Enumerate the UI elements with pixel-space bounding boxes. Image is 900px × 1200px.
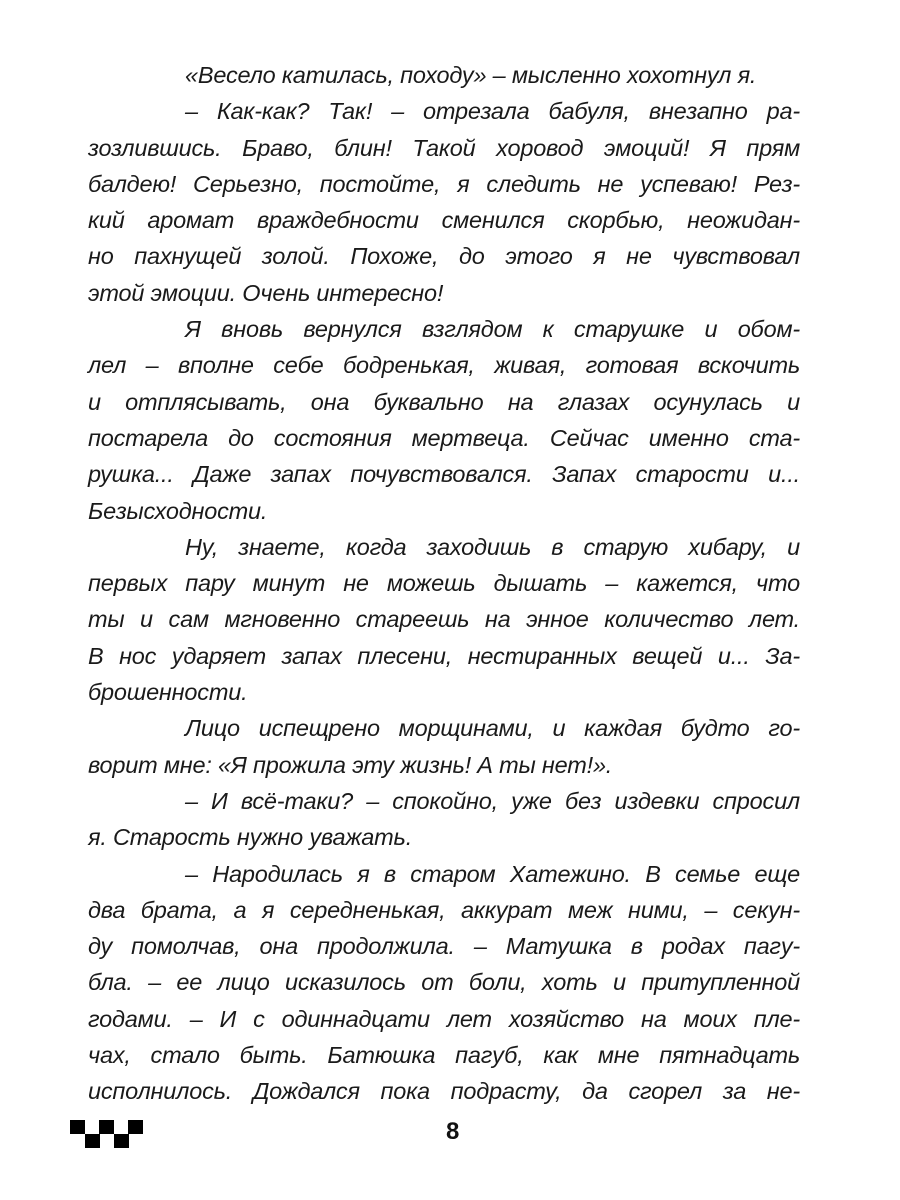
text-line: Ну, знаете, когда заходишь в старую хибару, и [185,533,800,560]
text-line: бла. – ее лицо исказилось от боли, хоть и притупленной [88,969,800,996]
text-line: «Весело катилась, походу» – мысленно хохотнул я. [185,62,757,88]
text-line: первых пару минут не можешь дышать – кажется, что [88,570,800,597]
text-line: – Как-как? Так! – отрезала бабуля, внезапно ра- [185,98,800,125]
text-line: но пахнущей золой. Похоже, до этого я не чувствовал [88,243,800,270]
text-line: рушка... Даже запах почувствовался. Запах старости и... [88,461,800,488]
text-line: кий аромат враждебности сменился скорбью, неожидан- [88,207,800,234]
text-line: балдею! Серьезно, постойте, я следить не успеваю! Рез- [88,170,800,197]
body-text [88,57,800,1110]
text-line: Безысходности. [88,497,268,524]
page-number: 8 [446,1118,460,1145]
text-line: я. Старость нужно уважать. [88,824,413,851]
text-line: зозлившись. Браво, блин! Такой хоровод эмоций! Я прям [88,134,800,161]
text-line: постарела до состояния мертвеца. Сейчас именно ста- [88,424,800,451]
text-line: Лицо испещрено морщинами, и каждая будто го- [185,715,800,742]
checker-pattern-icon [70,1120,160,1150]
text-line: В нос ударяет запах плесени, нестиранных вещей и... За- [88,642,800,669]
text-line: этой эмоции. Очень интересно! [88,279,444,306]
text-line: и отплясывать, она буквально на глазах осунулась и [88,388,800,415]
text-line: – И всё-таки? – спокойно, уже без издевки спросил [185,787,800,814]
text-line: ворит мне: «Я прожила эту жизнь! А ты нет!». [88,751,613,778]
text-line: ты и сам мгновенно стареешь на энное количество лет. [88,606,800,633]
text-line: два брата, а я середненькая, аккурат меж ними, – секун- [88,896,800,923]
text-line: Я вновь вернулся взглядом к старушке и обом- [185,316,800,343]
text-line: исполнилось. Дождался пока подрасту, да сгорел за не- [88,1078,800,1105]
text-line: – Народилась я в старом Хатежино. В семье еще [185,860,800,887]
text-line: ду помолчав, она продолжила. – Матушка в родах пагу- [88,933,800,960]
text-line: лел – вполне себе бодренькая, живая, готовая вскочить [88,352,800,379]
text-line: годами. – И с одиннадцати лет хозяйство на моих пле- [88,1005,800,1032]
text-line: брошенности. [88,679,248,706]
text-line: чах, стало быть. Батюшка пагуб, как мне пятнадцать [88,1042,800,1069]
